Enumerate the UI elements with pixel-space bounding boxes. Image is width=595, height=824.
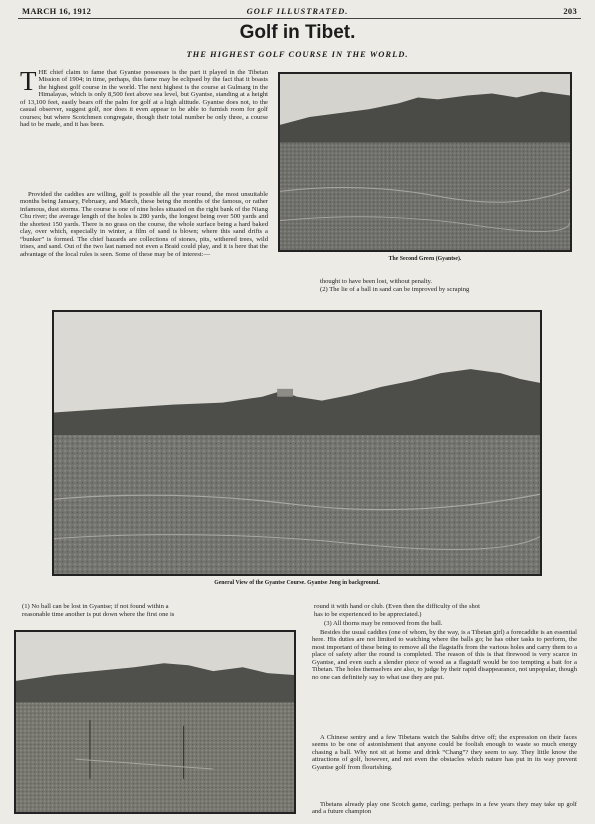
caddies-paragraph: Besides the usual caddies (one of whom, by the way, is a Tibetan girl) a forecaddie is an essential here. His duties are not limited to watching where the balls go; he has other tasks to perform, the most important of these being to remove all the flagstaffs from the various holes and carry them to a place of safety after the round is completed. The reason of this is that firewood is very scarce in Gyantse, and even such a slender piece of wood as a flagstaff would be too tempting a bait for a Tibetan. The holes themselves are also, to judge by their rapid disappearance, not unpopular, though no one can definitely say to what use they are put. [312, 629, 577, 681]
photo-second-green [278, 72, 572, 252]
issue-date: MARCH 16, 1912 [22, 6, 92, 16]
publication-name: GOLF ILLUSTRATED. [246, 6, 349, 16]
article-subtitle: THE HIGHEST GOLF COURSE IN THE WORLD. [186, 49, 409, 59]
intro-text: HE chief claim to fame that Gyantse possesses is the part it played in the Tibetan Mission of 1904; in time, perhaps, this fame may be eclipsed by the fact that it boasts the highest golf course in the world. The next highest is the course at Gulmarg in the Himalayas, which is only 8,500 feet above sea level, but Gyantse, standing at a height of 13,100 feet, easily bears off the palm for golf at a high altitude. Gyantse does not, to the casual observer, suggest golf, nor does it even appear to be able to furnish room for golf courses; but where Scotchmen congregate, though their total number be only three, a course had to be made, and it has been. [20, 69, 268, 129]
rule2-text-line2: has to be experienced to be appreciated.) [314, 611, 422, 618]
page-number: 203 [563, 6, 577, 16]
photo-second-green-caption: The Second Green (Gyantse). [388, 256, 462, 262]
intro-paragraph [20, 69, 268, 190]
rule3-text: (3) All thorns may be removed from the ball. [324, 620, 443, 627]
photo-course-players [14, 630, 296, 814]
photo-general-view-caption: General View of the Gyantse Course. Gyantse Jong in background. [214, 580, 380, 586]
header-rule [18, 18, 581, 19]
rule1-text-line2: reasonable time another is put down where the first one is [22, 611, 175, 618]
drop-cap: T [20, 69, 37, 96]
article-title: Golf in Tibet. [239, 22, 356, 43]
rule1-continuation: thought to have been lost, without penalty. [320, 278, 433, 285]
sentry-paragraph: A Chinese sentry and a few Tibetans watch the Sahibs drive off; the expression on their faces seems to be one of astonishment that anyone could be foolish enough to waste so much energy chasing a ball. Why not sit at home and drink “Chang”? they seem to say. They little know the attractions of golf, however, and not even the obstacles which nature has put in its way prevent Gyantse golf from flourishing. [312, 734, 577, 771]
course-paragraph: Provided the caddies are willing, golf is possible all the year round, the most unsuitable months being January, February, and March, these being the months of the famous, or rather infamous, dust storms. The course is one of nine holes situated on the right bank of the Niang Chu river; the average length of the holes is 280 yards, the longest being over 500 yards and the shortest 150 yards. There is no grass on the course, the whole surface being a hard baked clay, over which, especially in winter, a film of sand is blown; where this sand drifts a “bunker” is formed. The chief hazards are collections of stones, pits, withered trees, wild irises, and sand. Out of the two last named not even a Braid could play, and it is here that the advantage of the local rules is seen. Some of these may be of interest:— [20, 191, 268, 258]
photo-general-view [52, 310, 542, 576]
closing-paragraph: Tibetans already play one Scotch game, curling; perhaps in a few years they may take up golf and a future champion [312, 801, 577, 816]
rule2-start: (2) The lie of a ball in sand can be improved by scraping [320, 286, 470, 293]
rule1-text-line1: (1) No ball can be lost in Gyantse; if not found within a [22, 603, 169, 610]
rule2-text-line1: round it with hand or club. (Even then the difficulty of the shot [314, 603, 480, 610]
